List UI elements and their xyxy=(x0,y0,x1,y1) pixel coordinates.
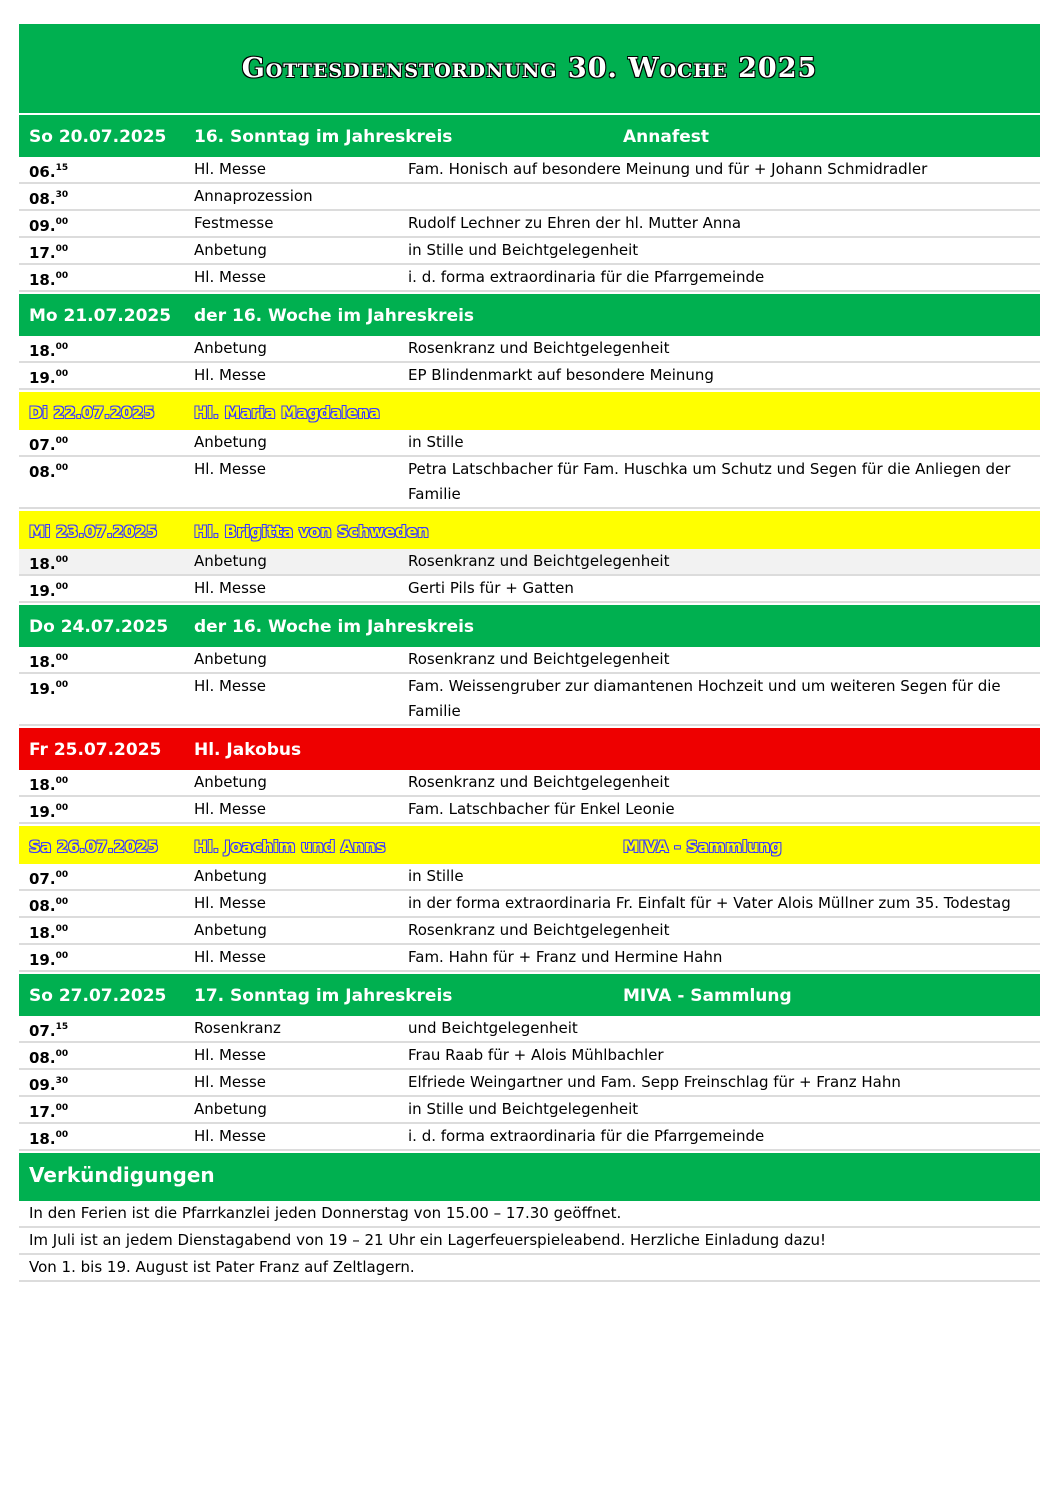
event-hour: 07. xyxy=(29,1022,56,1040)
title-bar xyxy=(19,24,1040,113)
event-time xyxy=(29,770,68,798)
event-time xyxy=(29,918,68,946)
event-hour: 08. xyxy=(29,463,56,481)
event-hour: 18. xyxy=(29,653,56,671)
event-time xyxy=(29,238,68,266)
event-kind: Hl. Messe xyxy=(194,579,267,597)
event-row xyxy=(19,430,1040,457)
event-minute: 00 xyxy=(55,342,69,352)
event-intention: Fam. Latschbacher für Enkel Leonie xyxy=(408,800,675,818)
day-name: der 16. Woche im Jahreskreis xyxy=(194,617,475,637)
day-name: 17. Sonntag im Jahreskreis xyxy=(194,986,453,1006)
event-row xyxy=(19,1070,1040,1097)
schedule-sheet xyxy=(19,24,1040,1282)
day-date: Sa 26.07.2025 xyxy=(29,837,159,856)
event-minute: 00 xyxy=(55,244,69,254)
event-row xyxy=(19,945,1040,972)
event-hour: 09. xyxy=(29,1076,56,1094)
event-time xyxy=(29,864,68,892)
event-row xyxy=(19,363,1040,390)
day-extra: Annafest xyxy=(623,127,710,147)
event-intention: EP Blindenmarkt auf besondere Meinung xyxy=(408,366,714,384)
announcement-item: In den Ferien ist die Pfarrkanzlei jeden Donnerstag von 15.00 – 17.30 geöffnet. xyxy=(19,1201,1040,1228)
event-hour: 08. xyxy=(29,190,56,208)
event-hour: 19. xyxy=(29,951,56,969)
event-row xyxy=(19,864,1040,891)
day-date: Do 24.07.2025 xyxy=(29,617,169,637)
event-intention: Petra Latschbacher für Fam. Huschka um Schutz und Segen für die Anliegen der Familie xyxy=(408,460,1011,503)
event-kind: Hl. Messe xyxy=(194,160,267,178)
event-kind: Anbetung xyxy=(194,650,267,668)
event-minute: 30 xyxy=(55,1076,69,1086)
event-time xyxy=(29,1016,68,1044)
event-intention: in Stille xyxy=(408,867,464,885)
day-extra: MIVA - Sammlung xyxy=(623,986,792,1006)
event-kind: Anbetung xyxy=(194,552,267,570)
day-header xyxy=(19,390,1040,430)
event-time xyxy=(29,549,68,577)
event-time xyxy=(29,674,68,702)
event-intention: i. d. forma extraordinaria für die Pfarrgemeinde xyxy=(408,268,765,286)
event-time xyxy=(29,576,68,604)
event-hour: 19. xyxy=(29,369,56,387)
event-intention: Fam. Honisch auf besondere Meinung und für + Johann Schmidradler xyxy=(408,160,928,178)
event-minute: 00 xyxy=(55,436,69,446)
event-hour: 07. xyxy=(29,870,56,888)
event-intention: Gerti Pils für + Gatten xyxy=(408,579,574,597)
day-header xyxy=(19,824,1040,864)
day-date: Fr 25.07.2025 xyxy=(29,740,162,760)
day-name: 16. Sonntag im Jahreskreis xyxy=(194,127,453,147)
event-intention: Elfriede Weingartner und Fam. Sepp Freinschlag für + Franz Hahn xyxy=(408,1073,901,1091)
event-row xyxy=(19,549,1040,576)
event-kind: Annaprozession xyxy=(194,187,313,205)
event-kind: Anbetung xyxy=(194,773,267,791)
day-date: So 27.07.2025 xyxy=(29,986,167,1006)
event-hour: 07. xyxy=(29,436,56,454)
event-minute: 00 xyxy=(55,463,69,473)
event-time xyxy=(29,265,68,293)
event-time xyxy=(29,363,68,391)
event-intention: Rosenkranz und Beichtgelegenheit xyxy=(408,921,670,939)
event-kind: Hl. Messe xyxy=(194,800,267,818)
day-name: der 16. Woche im Jahreskreis xyxy=(194,306,475,326)
day-header xyxy=(19,972,1040,1016)
event-intention: und Beichtgelegenheit xyxy=(408,1019,578,1037)
event-hour: 17. xyxy=(29,244,56,262)
announcements-header xyxy=(19,1151,1040,1201)
event-minute: 00 xyxy=(55,271,69,281)
announcement-item: Im Juli ist an jedem Dienstagabend von 19 – 21 Uhr ein Lagerfeuerspieleabend. Herzliche Einladung dazu! xyxy=(19,1228,1040,1255)
event-time xyxy=(29,157,68,185)
day-name: Hl. Joachim und Anns xyxy=(194,837,386,856)
event-hour: 18. xyxy=(29,271,56,289)
event-kind: Hl. Messe xyxy=(194,1073,267,1091)
event-minute: 00 xyxy=(55,653,69,663)
event-intention: Frau Raab für + Alois Mühlbachler xyxy=(408,1046,664,1064)
event-row xyxy=(19,1097,1040,1124)
event-row xyxy=(19,265,1040,292)
event-hour: 09. xyxy=(29,217,56,235)
event-kind: Anbetung xyxy=(194,241,267,259)
event-minute: 00 xyxy=(55,803,69,813)
event-time xyxy=(29,1097,68,1125)
event-kind: Hl. Messe xyxy=(194,366,267,384)
event-time xyxy=(29,1070,68,1098)
event-minute: 00 xyxy=(55,1103,69,1113)
event-row xyxy=(19,918,1040,945)
event-hour: 18. xyxy=(29,555,56,573)
event-time xyxy=(29,891,68,919)
event-kind: Hl. Messe xyxy=(194,948,267,966)
day-list xyxy=(19,113,1040,1151)
event-intention: Rosenkranz und Beichtgelegenheit xyxy=(408,650,670,668)
event-row xyxy=(19,157,1040,184)
event-row xyxy=(19,1016,1040,1043)
event-hour: 08. xyxy=(29,897,56,915)
event-minute: 00 xyxy=(55,1049,69,1059)
event-row xyxy=(19,647,1040,674)
announcements-list xyxy=(19,1201,1040,1282)
event-intention: i. d. forma extraordinaria für die Pfarrgemeinde xyxy=(408,1127,765,1145)
event-hour: 17. xyxy=(29,1103,56,1121)
event-kind: Anbetung xyxy=(194,433,267,451)
day-name: Hl. Brigitta von Schweden xyxy=(194,522,429,541)
event-row xyxy=(19,891,1040,918)
event-intention: Rosenkranz und Beichtgelegenheit xyxy=(408,773,670,791)
event-time xyxy=(29,184,68,212)
day-date: Di 22.07.2025 xyxy=(29,403,155,422)
event-intention: Rosenkranz und Beichtgelegenheit xyxy=(408,552,670,570)
day-extra: MIVA - Sammlung xyxy=(623,837,782,856)
event-time xyxy=(29,1124,68,1152)
event-kind: Festmesse xyxy=(194,214,274,232)
event-minute: 15 xyxy=(55,163,69,173)
event-row xyxy=(19,576,1040,603)
event-intention: in der forma extraordinaria Fr. Einfalt für + Vater Alois Müllner zum 35. Todestag xyxy=(408,894,1011,912)
event-row xyxy=(19,457,1040,509)
event-minute: 00 xyxy=(55,924,69,934)
event-hour: 18. xyxy=(29,924,56,942)
event-row xyxy=(19,336,1040,363)
event-row xyxy=(19,1124,1040,1151)
event-minute: 00 xyxy=(55,582,69,592)
event-kind: Hl. Messe xyxy=(194,677,267,695)
event-hour: 19. xyxy=(29,582,56,600)
day-name: Hl. Jakobus xyxy=(194,740,302,760)
event-hour: 08. xyxy=(29,1049,56,1067)
event-minute: 00 xyxy=(55,680,69,690)
day-date: Mo 21.07.2025 xyxy=(29,306,172,326)
event-kind: Anbetung xyxy=(194,867,267,885)
event-minute: 00 xyxy=(55,217,69,227)
event-row xyxy=(19,770,1040,797)
event-intention: in Stille xyxy=(408,433,464,451)
event-kind: Hl. Messe xyxy=(194,268,267,286)
event-intention: Fam. Hahn für + Franz und Hermine Hahn xyxy=(408,948,723,966)
event-hour: 18. xyxy=(29,1130,56,1148)
event-time xyxy=(29,797,68,825)
day-header xyxy=(19,113,1040,157)
event-row xyxy=(19,797,1040,824)
event-minute: 00 xyxy=(55,870,69,880)
day-header xyxy=(19,509,1040,549)
event-minute: 00 xyxy=(55,776,69,786)
event-hour: 06. xyxy=(29,163,56,181)
event-kind: Anbetung xyxy=(194,921,267,939)
page-title: Gottesdienstordnung 30. Woche 2025 xyxy=(241,53,818,84)
announcements-title: Verkündigungen xyxy=(29,1163,215,1187)
event-minute: 30 xyxy=(55,190,69,200)
event-time xyxy=(29,211,68,239)
day-date: Mi 23.07.2025 xyxy=(29,522,158,541)
event-minute: 00 xyxy=(55,369,69,379)
event-time xyxy=(29,336,68,364)
event-hour: 18. xyxy=(29,776,56,794)
event-minute: 00 xyxy=(55,1130,69,1140)
event-hour: 18. xyxy=(29,342,56,360)
event-intention: Fam. Weissengruber zur diamantenen Hochzeit und um weiteren Segen für die Familie xyxy=(408,677,1001,720)
event-kind: Hl. Messe xyxy=(194,460,267,478)
event-intention: Rosenkranz und Beichtgelegenheit xyxy=(408,339,670,357)
event-row xyxy=(19,238,1040,265)
event-kind: Hl. Messe xyxy=(194,1127,267,1145)
day-header xyxy=(19,292,1040,336)
day-header xyxy=(19,603,1040,647)
event-time xyxy=(29,1043,68,1071)
event-row xyxy=(19,1043,1040,1070)
event-hour: 19. xyxy=(29,803,56,821)
event-minute: 00 xyxy=(55,951,69,961)
event-intention: Rudolf Lechner zu Ehren der hl. Mutter Anna xyxy=(408,214,742,232)
event-kind: Anbetung xyxy=(194,1100,267,1118)
event-hour: 19. xyxy=(29,680,56,698)
day-header xyxy=(19,726,1040,770)
event-minute: 00 xyxy=(55,555,69,565)
event-kind: Hl. Messe xyxy=(194,1046,267,1064)
event-time xyxy=(29,457,68,485)
event-row xyxy=(19,674,1040,726)
day-name: Hl. Maria Magdalena xyxy=(194,403,380,422)
event-kind: Anbetung xyxy=(194,339,267,357)
event-intention: in Stille und Beichtgelegenheit xyxy=(408,1100,639,1118)
announcement-item: Von 1. bis 19. August ist Pater Franz auf Zeltlagern. xyxy=(19,1255,1040,1282)
event-row xyxy=(19,184,1040,211)
event-kind: Hl. Messe xyxy=(194,894,267,912)
event-time xyxy=(29,430,68,458)
event-intention: in Stille und Beichtgelegenheit xyxy=(408,241,639,259)
event-minute: 00 xyxy=(55,897,69,907)
event-kind: Rosenkranz xyxy=(194,1019,281,1037)
event-minute: 15 xyxy=(55,1022,69,1032)
event-time xyxy=(29,647,68,675)
event-row xyxy=(19,211,1040,238)
day-date: So 20.07.2025 xyxy=(29,127,167,147)
event-time xyxy=(29,945,68,973)
